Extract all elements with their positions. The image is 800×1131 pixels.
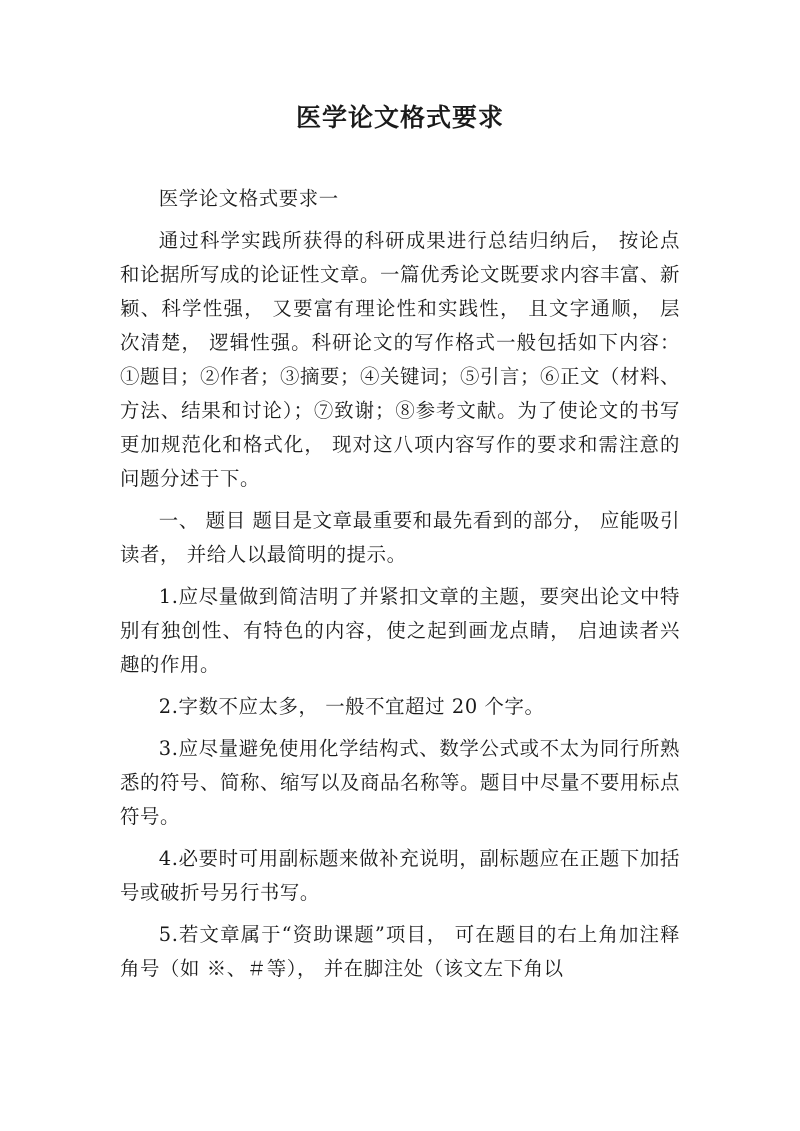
document-title: 医学论文格式要求 bbox=[295, 103, 504, 132]
section-heading: 医学论文格式要求一 bbox=[158, 187, 339, 210]
title-section-paragraph: 一、 题目 题目是文章最重要和最先看到的部分， 应能吸引读者， 并给人以最简明的提示。 bbox=[120, 509, 680, 566]
document-body bbox=[120, 182, 680, 994]
list-item: 1.应尽量做到简洁明了并紧扣文章的主题，要突出论文中特别有独创性、有特色的内容，使之起到画龙点睛， 启迪读者兴趣的作用。 bbox=[120, 585, 680, 676]
list-item: 4.必要时可用副标题来做补充说明，副标题应在正题下加括号或破折号另行书写。 bbox=[120, 847, 680, 904]
list-item: 5.若文章属于“资助课题”项目， 可在题目的右上角加注释角号（如 ※、＃等）， 并在脚注处（该文左下角以 bbox=[120, 923, 680, 980]
list-item: 2.字数不应太多， 一般不宜超过 20 个字。 bbox=[158, 695, 545, 718]
list-item: 3.应尽量避免使用化学结构式、数学公式或不太为同行所熟悉的符号、简称、缩写以及商品名称等。题目中尽量不要用标点符号。 bbox=[120, 737, 680, 828]
intro-paragraph: 通过科学实践所获得的科研成果进行总结归纳后， 按论点和论据所写成的论证性文章。一篇优秀论文既要求内容丰富、新颖、科学性强， 又要富有理论性和实践性， 且文字通顺， 层次清楚， 逻辑性强。科研论文的写作格式一般包括如下内容：①题目；②作者；③摘要；④关键词；⑤引言；⑥正文（材料、方法、结果和讨论）；⑦致谢；⑧参考文献。为了使论文的书写更加规范化和格式化， 现对这八项内容写作的要求和需注意的问题分述于下。 bbox=[120, 229, 680, 490]
